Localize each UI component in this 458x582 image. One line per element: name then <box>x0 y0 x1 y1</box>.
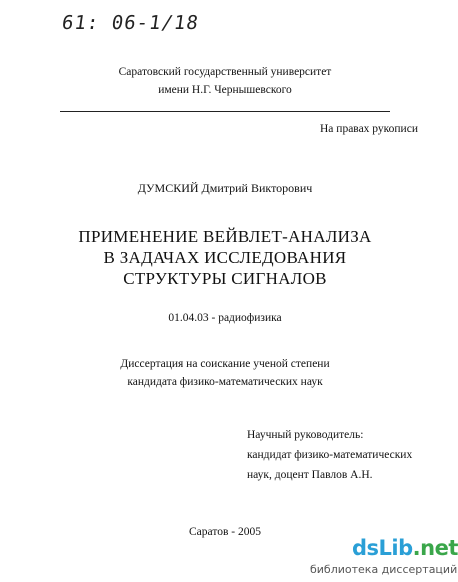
dslib-watermark <box>300 536 458 580</box>
university-name: Саратовский государственный университет <box>118 66 332 78</box>
specialty-code: 01.04.03 - радиофизика <box>168 312 282 324</box>
title-line-3: СТРУКТУРЫ СИГНАЛОВ <box>123 269 327 288</box>
supervisor-title: кандидат физико-математических <box>247 449 413 461</box>
watermark-logo <box>352 536 458 560</box>
title-line-1: ПРИМЕНЕНИЕ ВЕЙВЛЕТ-АНАЛИЗА <box>78 227 372 246</box>
archive-code-handwritten: 61: 06-1/18 <box>60 12 201 34</box>
watermark-subtitle: библиотека диссертаций <box>310 563 458 576</box>
university-named-after: имени Н.Г. Чернышевского <box>158 84 292 96</box>
supervisor-label: Научный руководитель: <box>247 429 364 441</box>
degree-statement-line-2: кандидата физико-математических наук <box>127 376 323 388</box>
watermark-brand-main: dsLib <box>352 536 413 560</box>
title-line-2: В ЗАДАЧАХ ИССЛЕДОВАНИЯ <box>103 248 347 267</box>
supervisor-name: наук, доцент Павлов А.Н. <box>247 469 373 481</box>
author-name: ДУМСКИЙ Дмитрий Викторович <box>137 181 313 195</box>
city-year: Саратов - 2005 <box>189 526 261 538</box>
degree-statement-line-1: Диссертация на соискание ученой степени <box>120 358 330 370</box>
header-divider <box>60 111 390 112</box>
watermark-brand-tld: .net <box>412 536 458 560</box>
manuscript-rights-note: На правах рукописи <box>320 123 418 135</box>
